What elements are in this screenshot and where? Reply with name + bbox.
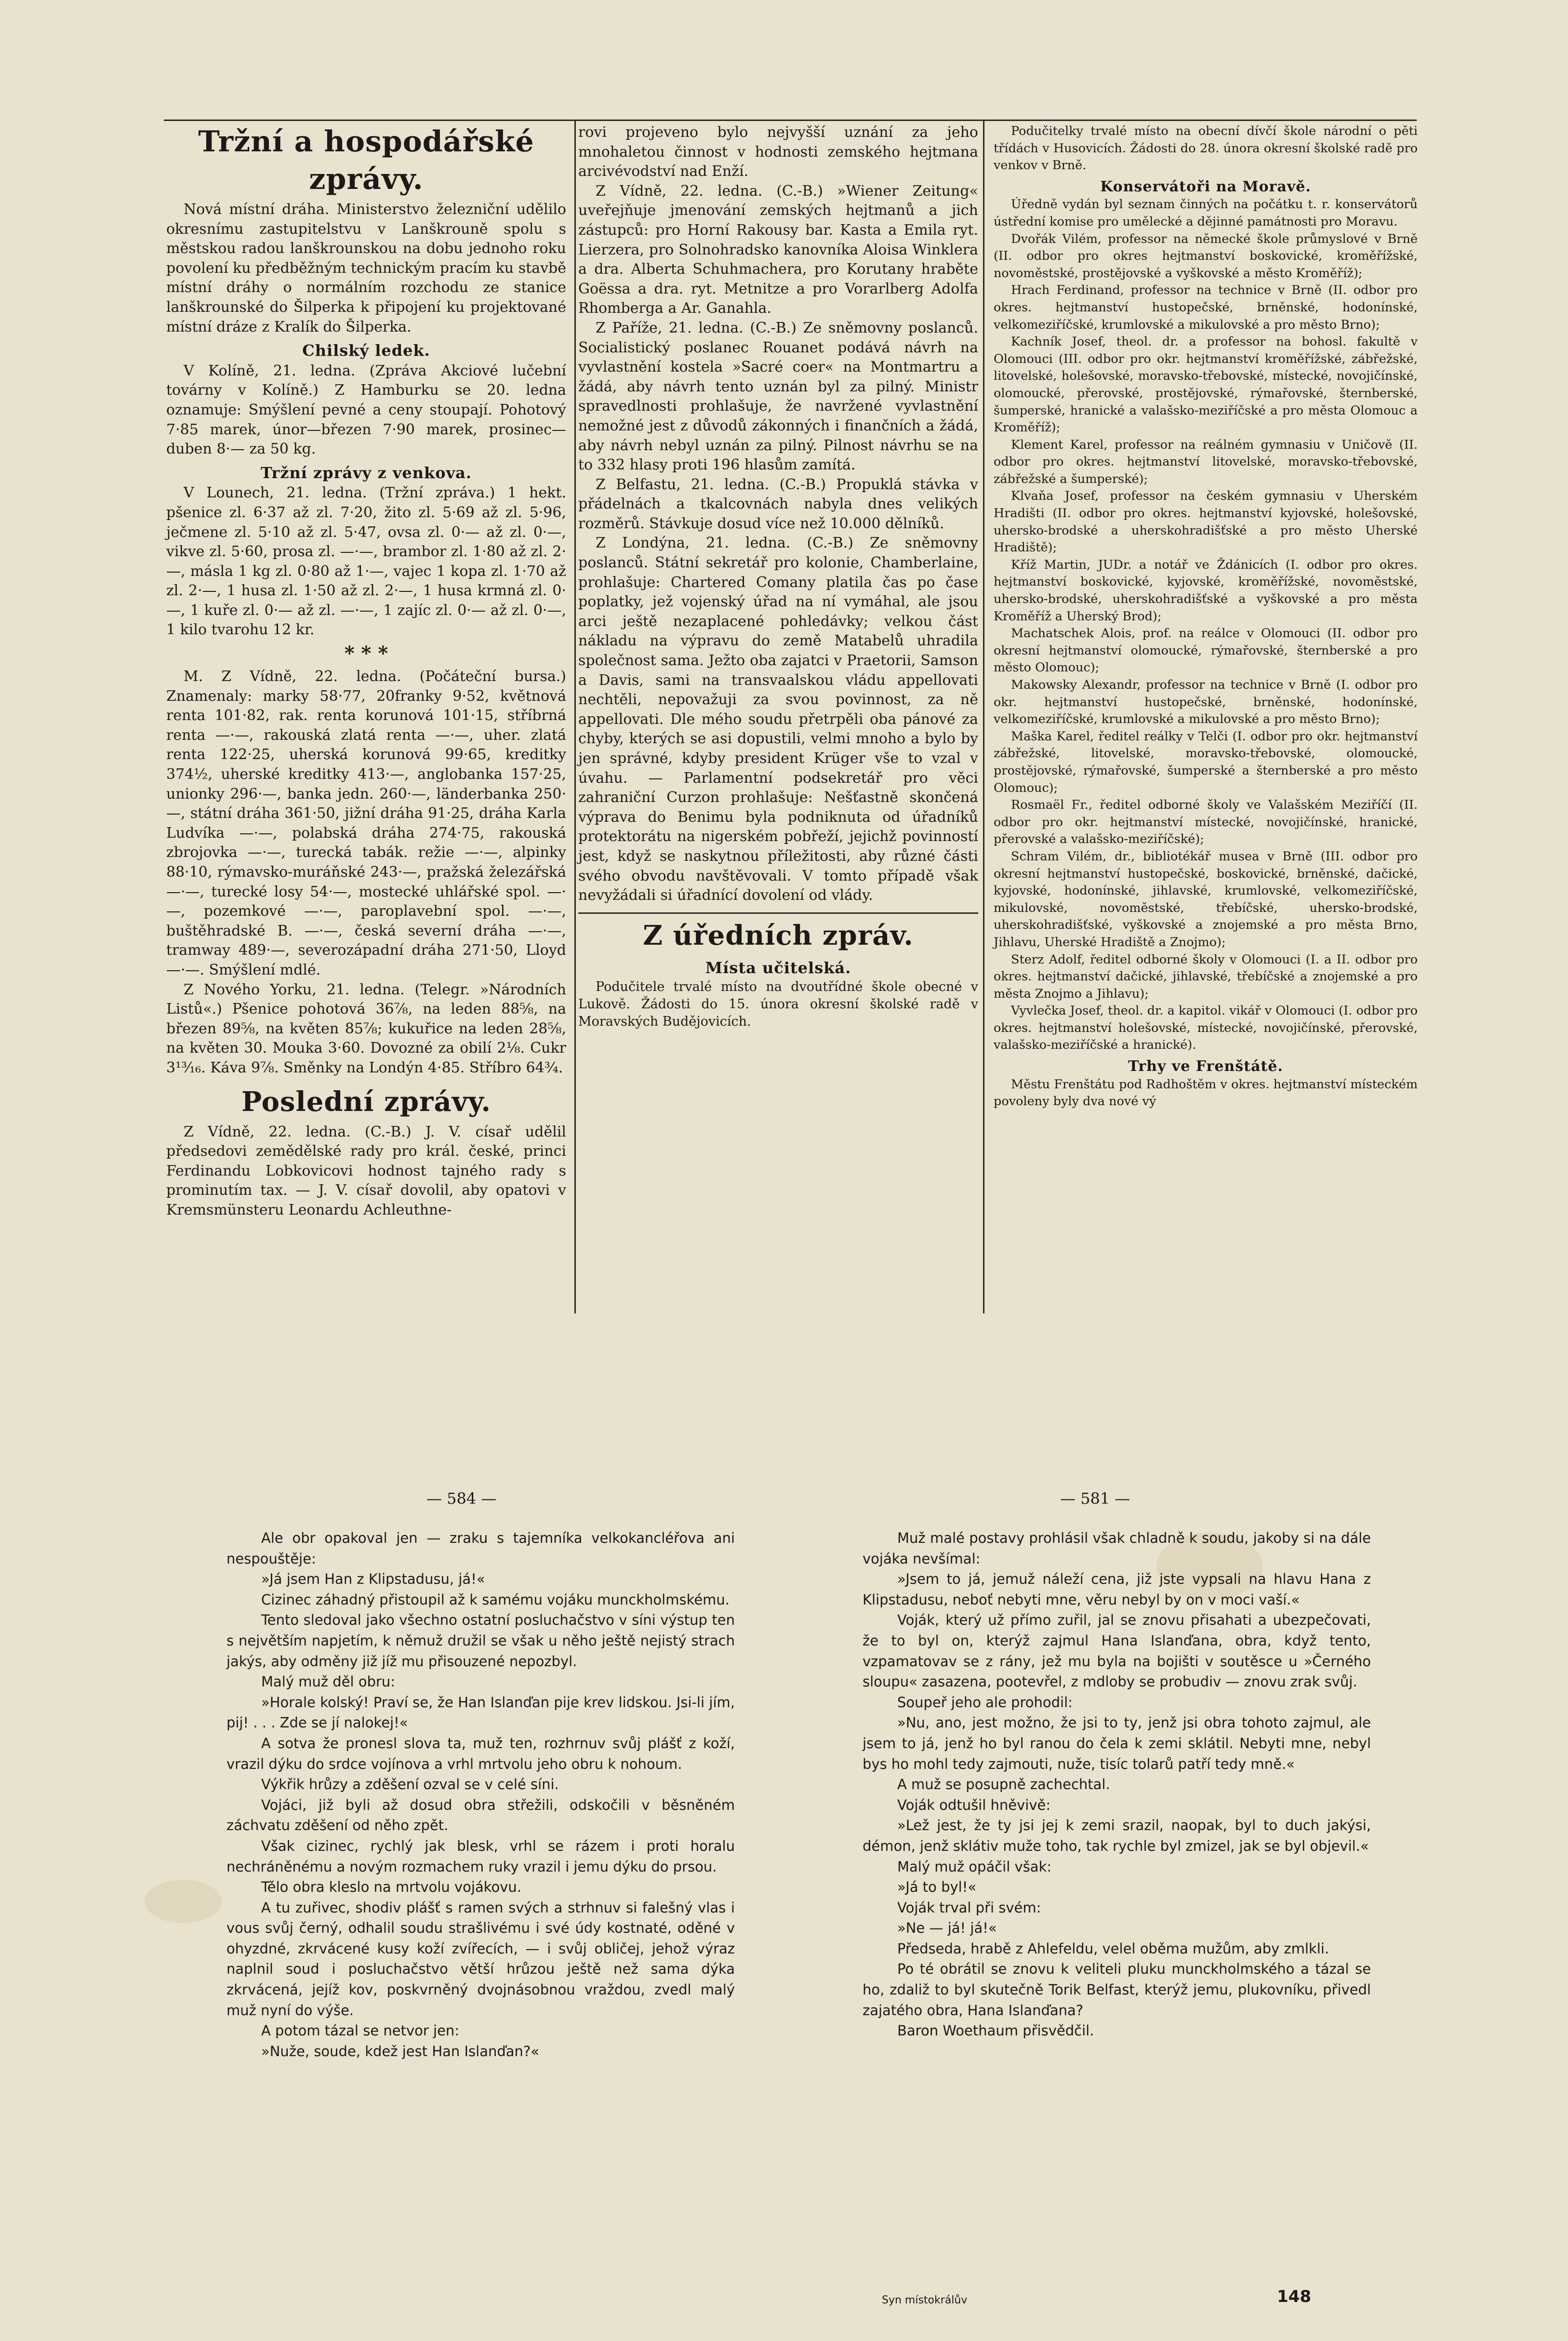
story-paragraph: A muž se posupně zachechtal.: [897, 1776, 1110, 1793]
story-paragraph: Tělo obra kleslo na mrtvolu vojákovu.: [261, 1879, 521, 1896]
story-paragraph: »Já jsem Han z Klipstadusu, já!«: [261, 1571, 485, 1588]
story-paragraph: »Jsem to já, jemuž náleží cena, již jste vypsali na hlavu Hana z Klipstadusu, neboť nebyti mne, věru nebyl by on v moci vaší.«: [863, 1571, 1371, 1608]
column-rule: [983, 120, 984, 1313]
article-paragraph: Z Belfastu, 21. ledna. (C.-B.) Propuklá stávka v přádelnách a tkalcovnách nabyla dnes velikých rozměrů. Stávkuje dosud více než 10.000 dělníků.: [578, 476, 978, 532]
article-paragraph: Z Nového Yorku, 21. ledna. (Telegr. »Národních Listů«.) Pšenice pohotová 36⅞, na leden 88⅝, na březen 89⅝, na květen 85⅞; kukuřice na leden 28⅝, na květen 30. Mouka 3·60. Dovozné za obilí 2⅛. Cukr 3¹³⁄₁₆. Káva 9⅞. Směnky na Londýn 4·85. Stříbro 64¾.: [166, 981, 566, 1076]
story-paragraph: »Ne — já! já!«: [897, 1920, 997, 1937]
subheading: Trhy ve Frenštátě.: [1128, 1058, 1283, 1075]
subheading: Tržní zprávy z venkova.: [260, 463, 472, 482]
story-paragraph: Předseda, hrabě z Ahlefeldu, velel oběma mužům, aby zmlkli.: [897, 1940, 1329, 1957]
list-item: Maška Karel, ředitel reálky v Telči (I. odbor pro okr. hejtmanství zábřežské, litovelské, moravsko-třebovské, olomoucké, prostějovské, rýmařovské, šumperské a šternberské a pro město Olomouc);: [994, 729, 1418, 795]
article-paragraph: Z Vídně, 22. ledna. (C.-B.) »Wiener Zeitung« uveřejňuje jmenování zemských hejtmanů a jich zástupců: pro Horní Rakousy bar. Kasta a Emila ryt. Lierzera, pro Solnohradsko kanovníka Aloisa Winklera a dra. Alberta Schuhmachera, pro Korutany hraběte Goëssa a dra. ryt. Metnitze a pro Vorarlberg Adolfa Rhomberga a Ar. Ganahla.: [578, 182, 978, 317]
list-item: Hrach Ferdinand, professor na technice v Brně (II. odbor pro okres. hejtmanství hustopečské, brněnské, hodonínské, velkomeziříčské, krumlovské a mikulovské a pro město Brno);: [994, 283, 1418, 332]
separator-stars: * * *: [344, 642, 388, 665]
article-paragraph: V Kolíně, 21. ledna. (Zpráva Akciové lučební továrny v Kolíně.) Z Hamburku se 20. ledna oznamuje: Smýšlení pevné a ceny stoupají. Pohotový 7·85 marek, únor—březen 7·90 marek, prosinec—duben 8·— za 50 kg.: [166, 362, 566, 458]
subheading: Konservátoři na Moravě.: [1100, 178, 1311, 195]
book-footer-number: 148: [1277, 2287, 1311, 2306]
page-number-right: — 581 —: [1060, 1489, 1130, 1508]
list-item: Dvořák Vilém, professor na německé škole průmyslové v Brně (II. odbor pro okres hejtmanství boskovické, kroměřížské, novoměstské, prostějovské a vyškovské a město Kroměříž);: [994, 231, 1418, 281]
story-paragraph: Voják trval při svém:: [897, 1899, 1041, 1916]
story-paragraph: Ale obr opakoval jen — zraku s tajemníka velkokancléřova ani nespouštěje:: [226, 1530, 735, 1567]
article-paragraph: rovi projeveno bylo nejvyšší uznání za jeho mnohaletou činnost v hodnosti zemského hejtmana arcivévodství nad Enží.: [578, 124, 978, 180]
article-paragraph: V Lounech, 21. ledna. (Tržní zpráva.) 1 hekt. pšenice zl. 6·37 až zl. 7·20, žito zl. 5·69 až zl. 5·96, ječmene zl. 5·10 až zl. 5·47, ovsa zl. 0·— až zl. 0·—, vikve zl. 5·60, prosa zl. —·—, brambor zl. 1·80 až zl. 2·—, másla 1 kg zl. 0·80 až 1·—, vajec 1 kopa zl. 1·70 až zl. 2·—, 1 husa zl. 1·50 až zl. 2·—, 1 husa krmná zl. 0·—, 1 kuře zl. 0·— až zl. —·—, 1 zajíc zl. 0·— až zl. 0·—, 1 kilo tvarohu 12 kr.: [166, 484, 566, 639]
top-rule: [164, 120, 1417, 121]
story-paragraph: Voják, který už přímo zuřil, jal se znovu přisahati a ubezpečovati, že to byl on, kterýž zajmul Hana Islanďana, obra, když tento, vzpamatovav se z rány, jež mu byla na bojišti v soutěsce u »Černého sloupu« zasazena, pootevřel, z mdloby se probudiv — znovu zrak svůj.: [863, 1612, 1371, 1690]
section-heading: Tržní a hospodářské zprávy.: [198, 125, 534, 196]
list-item: Sterz Adolf, ředitel odborné školy v Olomouci (I. a II. odbor pro okres. hejtmanství dačické, jihlavské, třebíčské a znojemské a pro města Znojmo a Jihlavu);: [994, 952, 1418, 1001]
story-paragraph: Výkřik hrůzy a zděšení ozval se v celé síni.: [261, 1776, 559, 1793]
article-paragraph: Podučitelky trvalé místo na obecní dívčí škole národní o pěti třídách v Husovicích. Žádosti do 28. února okresní školské radě pro venkov v Brně.: [994, 124, 1418, 173]
story-paragraph: »Já to byl!«: [897, 1879, 977, 1896]
article-paragraph: Městu Frenštátu pod Radhoštěm v okres. hejtmanství místeckém povoleny byly dva nové vý: [994, 1077, 1418, 1109]
story-paragraph: Po té obrátil se znovu k veliteli pluku munckholmského a tázal se ho, zdaliž to byl skutečně Torik Belfast, kterýž jemu, plukovníku, přivedl zajatého obra, Hana Islanďana?: [863, 1961, 1371, 2019]
book-page-left: [226, 1528, 735, 2061]
story-paragraph: Voják odtušil hněvivě:: [897, 1796, 1051, 1813]
list-item: Kachník Josef, theol. dr. a professor na bohosl. fakultě v Olomouci (III. odbor pro okr. hejtmanství kroměřížské, zábřežské, litovelské, holešovské, moravsko-třebovské, místecké, novojičínské, olomoucké, přerovské, prostějovské, rýmařovské, šternberské, šumperské, hranické a valašsko-meziříčské a pro města Olomouc a Kroměříž);: [994, 334, 1418, 435]
section-rule: [578, 912, 978, 914]
column-1: [166, 123, 566, 1220]
list-item: Schram Vilém, dr., bibliotékář musea v Brně (III. odbor pro okresní hejtmanství hustopečské, boskovické, brněnské, dačické, kyjovské, hodonínské, jihlavské, krumlovské, velkomeziříčské, mikulovské, novoměstské, třebíčské, uhersko-brodské, uherskohradišťské, vyškovské a znojemské a pro města Brno, Jihlavu, Uherské Hradiště a Znojmo);: [994, 849, 1418, 950]
section-heading: Poslední zprávy.: [241, 1085, 491, 1118]
story-paragraph: Muž malé postavy prohlásil však chladně k soudu, jakoby si na dále vojáka nevšímal:: [863, 1530, 1371, 1567]
story-paragraph: Tento sledoval jako všechno ostatní posluchačstvo v síni výstup ten s největším napjetím, k němuž družil se však u něho ještě nejistý strach jakýs, aby odměny již jíž mu přisouzené nepozbyl.: [226, 1612, 735, 1670]
book-footer-title: Syn místokrálův: [882, 2294, 968, 2306]
article-paragraph: Z Londýna, 21. ledna. (C.-B.) Ze sněmovny poslanců. Státní sekretář pro kolonie, Chamberlaine, prohlašuje: Chartered Comany platila čas po čase poplatky, jež vojenský úřad na ní vymáhal, ale jsou arci ještě nezaplacené pohledávky; velkou část nákladu na výpravu do země Matabelů uhradila společnost sama. Ježto oba zajatci v Praetorii, Samson a Davis, sami na transvaalskou vládu appellovati nechtěli, nepovažuji za svou povinnost, za ně appellovati. Dle mého soudu přetrpěli oba pánové za chyby, kterých se asi dopustili, velmi mnoho a bylo by jen správné, kdyby president Krüger vše to vzal v úvahu. — Parlamentní podsekretář pro věci zahraniční Curzon prohlašuje: Nešťastně skončená výprava do Benimu byla podniknuta od úřadníků protektorátu na nigerském pobřeží, jejichž povinností jest, když se naskytnou příležitosti, aby různé části svého obvodu navštěvovali. V tomto případě však nevyžádali si úřadnící dovolení od vlády.: [578, 535, 978, 904]
story-paragraph: Soupeř jeho ale prohodil:: [897, 1694, 1073, 1711]
story-paragraph: Však cizinec, rychlý jak blesk, vrhl se rázem i proti horalu nechráněnému a novým rozmachem ruky vrazil i jemu dýku do prsou.: [226, 1837, 735, 1875]
story-paragraph: »Nuže, soude, kdež jest Han Islanďan?«: [261, 2043, 540, 2060]
section-heading: Z úředních zpráv.: [643, 919, 914, 951]
list-item: Klement Karel, professor na reálném gymnasiu v Uničově (II. odbor pro okres. hejtmanství litovelské, moravsko-třebovské, zábřežské a šumperské);: [994, 437, 1418, 486]
paper-stain: [145, 1880, 222, 1923]
story-paragraph: »Nu, ano, jest možno, že jsi to ty, jenž jsi obra tohoto zajmul, ale jsem to já, jenž ho byl ranou do čela k zemi sklátil. Nebyti mne, nebyl bys ho mohl tedy zajmouti, nuže, tisíc tolarů patří tedy mně.«: [863, 1714, 1371, 1772]
column-3: [994, 123, 1418, 1110]
column-2: [578, 123, 978, 1030]
article-paragraph: Z Vídně, 22. ledna. (C.-B.) J. V. císař udělil předsedovi zemědělské rady pro král. české, princi Ferdinandu Lobkovicovi hodnost tajného rady s prominutím tax. — J. V. císař dovolil, aby opatovi v Kremsmünsteru Leonardu Achleuthne-: [166, 1123, 566, 1218]
page-number-left: — 584 —: [426, 1489, 497, 1508]
story-paragraph: »Lež jest, že ty jsi jej k zemi srazil, naopak, byl to duch jakýsi, démon, jenž sklátiv muže toho, tak rychle byl zmizel, jak se byl objevil.«: [863, 1817, 1371, 1854]
story-paragraph: A potom tázal se netvor jen:: [261, 2022, 460, 2039]
subheading: Místa učitelská.: [705, 958, 851, 977]
story-paragraph: Baron Woethaum přisvědčil.: [897, 2022, 1094, 2039]
story-paragraph: Cizinec záhadný přistoupil až k samému vojáku munckholmskému.: [261, 1591, 730, 1608]
story-paragraph: »Horale kolský! Praví se, že Han Islanďan pije krev lidskou. Jsi-li jím, pij! . . . Zde se jí nalokej!«: [226, 1694, 735, 1731]
list-item: Klvaňa Josef, professor na českém gymnasiu v Uherském Hradišti (II. odbor pro okres. hejtmanství kyjovské, holešovské, uhersko-brodské a uherskohradišťské a pro město Uherské Hradiště);: [994, 489, 1418, 555]
list-item: Vyvlečka Josef, theol. dr. a kapitol. vikář v Olomouci (I. odbor pro okres. hejtmanství holešovské, místecké, novojičínské, přerovské, valašsko-meziříčské a hranické).: [994, 1003, 1418, 1053]
story-paragraph: A tu zuřivec, shodiv plášť s ramen svých a strhnuv si falešný vlas i vous svůj černý, odhalil soudu strašlivému i své údy kostnaté, oděné v ohyzdné, zkrvácené kusy koží zvířecích, — i svůj obličej, jehož výraz naplnil soud i posluchačstvo větší hrůzou ještě než sama dýka zkrvácená, jejíž kov, poskvrněný dvojnásobnou vraždou, zvedl malý muž nyní do výše.: [226, 1899, 735, 2019]
list-item: Machatschek Alois, prof. na reálce v Olomouci (II. odbor pro okresní hejtmanství olomoucké, rýmařovské, šternberské a pro město Olomouc);: [994, 626, 1418, 675]
article-paragraph: Nová místní dráha. Ministerstvo železniční udělilo okresnímu zastupitelstvu v Lanškrouně spolu s městskou radou lanškrounskou na dobu jednoho roku povolení ku předběžným technickým pracím ku stavbě místní dráhy o normálním rozchodu ze stanice lanškrounské do Šilperka k připojení ku projektované místní dráze z Kralík do Šilperka.: [166, 201, 566, 335]
article-paragraph: Úředně vydán byl seznam činných na počátku t. r. konservátorů ústřední komise pro umělecké a dějinné památnosti pro Moravu.: [994, 197, 1418, 229]
story-paragraph: A sotva že pronesl slova ta, muž ten, rozhrnuv svůj plášť z koží, vrazil dýku do srdce vojínova a vrhl mrtvolu jeho obru k nohoum.: [226, 1735, 735, 1772]
story-paragraph: Malý muž opáčil však:: [897, 1858, 1052, 1875]
article-paragraph: Z Paříže, 21. ledna. (C.-B.) Ze sněmovny poslanců. Socialistický poslanec Rouanet podává návrh na vyvlastnění kostela »Sacré coer« na Montmartru a žádá, aby návrh tento uznán byl za pilný. Ministr spravedlnosti prohlašuje, že navržené vyvlastnění nemožné jest z důvodů zákonných i finančních a žádá, aby návrh nebyl uznán za pilný. Pilnost návrhu se na to 332 hlasy proti 196 hlasům zamítá.: [578, 319, 978, 474]
list-item: Makowsky Alexandr, professor na technice v Brně (I. odbor pro okr. hejtmanství hustopečské, brněnské, hodonínské, velkomeziříčské, krumlovské a mikulovské a pro město Brno);: [994, 678, 1418, 727]
article-paragraph: Podučitele trvalé místo na dvoutřídné škole obecné v Lukově. Žádosti do 15. února okresní školské radě v Moravských Budějovicích.: [578, 979, 978, 1030]
story-paragraph: Malý muž děl obru:: [261, 1673, 396, 1690]
book-page-right: [863, 1528, 1371, 2041]
column-rule: [574, 120, 576, 1313]
list-item: Kříž Martin, JUDr. a notář ve Ždánicích (I. odbor pro okres. hejtmanství boskovické, kyjovské, kroměřížské, novoměstské, uhersko-brodské, uherskohradišťské a vyškovské a pro města Kroměříž a Uherský Brod);: [994, 557, 1418, 624]
article-paragraph: M. Z Vídně, 22. ledna. (Počáteční bursa.) Znamenaly: marky 58·77, 20franky 9·52, květnová renta 101·82, rak. renta korunová 101·15, stříbrná renta —·—, rakouská zlatá renta —·—, uher. zlatá renta 122·25, uherská korunová 99·65, kreditky 374½, uherské kreditky 413·—, anglobanka 157·25, unionky 296·—, banka jedn. 260·—, länderbanka 250·—, státní dráha 361·50, jižní dráha 91·25, dráha Karla Ludvíka —·—, polabská dráha 274·75, rakouská zbrojovka —·—, turecká tabák. režie —·—, alpinky 88·10, rýmavsko-muráňské 243·—, pražská železářská —·—, turecké losy 54·—, mostecké uhlářské spol. —·—, pozemkové —·—, paroplavební spol. —·—, buštěhradské B. —·—, česká severní dráha —·—, tramway 489·—, severozápadní dráha 271·50, Lloyd —·—. Smýšlení mdlé.: [166, 668, 566, 978]
subheading: Chilský ledek.: [302, 341, 430, 360]
story-paragraph: Vojáci, již byli až dosud obra střežili, odskočili v běsněném záchvatu zděšení od něho zpět.: [226, 1796, 735, 1834]
list-item: Rosmaël Fr., ředitel odborné školy ve Valašském Meziříčí (II. odbor pro okr. hejtmanství místecké, novojičínské, hranické, přerovské a valašsko-meziříčské);: [994, 798, 1418, 847]
